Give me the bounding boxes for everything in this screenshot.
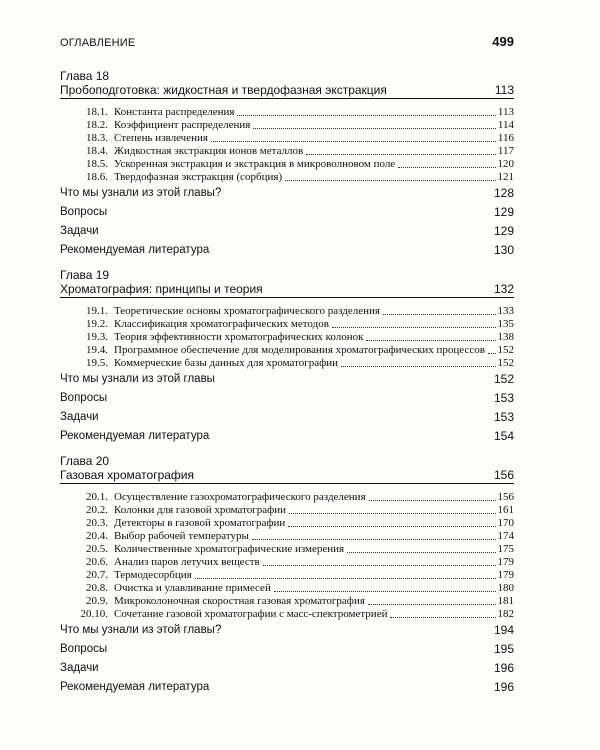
summary-title: Вопросы [60, 392, 108, 404]
section-entry [60, 357, 514, 370]
summary-title: Задачи [60, 225, 99, 237]
section-page: 121 [497, 171, 514, 183]
summary-page: 129 [493, 205, 514, 219]
section-page: 179 [497, 569, 514, 581]
section-entry [60, 158, 514, 171]
summary-entry [60, 222, 514, 241]
dot-leader [195, 578, 496, 579]
section-entry [60, 318, 514, 331]
section-number: 20.8. [86, 582, 108, 594]
summary-entry [60, 427, 514, 446]
summary-page: 194 [493, 623, 514, 637]
section-number: 19.1. [86, 305, 108, 317]
section-entry [60, 132, 514, 145]
dot-leader [252, 539, 496, 540]
section-page: 114 [497, 119, 514, 131]
section-title: Очистка и улавливание примесей [114, 582, 271, 594]
dot-leader [289, 513, 495, 514]
summary-entry [60, 370, 514, 389]
section-entry [60, 582, 514, 595]
section-number: 19.3. [86, 331, 108, 343]
section-entry [60, 344, 514, 357]
section-title: Степень извлечения [114, 132, 208, 144]
summary-page: 152 [493, 372, 514, 386]
summary-title: Вопросы [60, 643, 108, 655]
summary-page: 153 [493, 391, 514, 405]
section-page: 152 [497, 344, 514, 356]
section-entry [60, 491, 514, 504]
section-entry [60, 145, 514, 158]
summary-page: 153 [493, 410, 514, 424]
section-entry [60, 543, 514, 556]
section-number: 20.5. [86, 543, 108, 555]
summary-title: Рекомендуемая литература [60, 244, 210, 256]
summary-title: Вопросы [60, 206, 108, 218]
chapter-title-row [60, 83, 514, 99]
section-number: 20.7. [86, 569, 108, 581]
section-number: 19.2. [86, 318, 108, 330]
section-entry [60, 331, 514, 344]
dot-leader [237, 115, 495, 116]
section-title: Осуществление газохроматографического разделения [114, 491, 366, 503]
chapter-title-row [60, 468, 514, 484]
section-title: Константа распределения [114, 106, 235, 118]
section-number: 18.5. [86, 158, 108, 170]
section-number: 20.4. [86, 530, 108, 542]
section-title: Анализ паров летучих веществ [114, 556, 260, 568]
section-page: 138 [497, 331, 514, 343]
section-title: Коммерческие базы данных для хроматографии [114, 357, 339, 369]
section-number: 18.4. [86, 145, 108, 157]
dot-leader [253, 128, 496, 129]
chapter-page: 113 [494, 83, 514, 97]
dot-leader [347, 552, 495, 553]
section-number: 20.9. [86, 595, 108, 607]
summary-entry [60, 389, 514, 408]
summary-page: 128 [493, 186, 514, 200]
running-head: ОГЛАВЛЕНИЕ [60, 37, 136, 49]
summary-page: 154 [493, 429, 514, 443]
summary-title: Что мы узнали из этой главы? [60, 624, 222, 636]
section-number: 20.10. [80, 608, 108, 620]
page-header [60, 34, 514, 49]
dot-leader [288, 526, 495, 527]
section-title: Коэффициент распределения [114, 119, 251, 131]
summary-entry [60, 640, 514, 659]
dot-leader [368, 604, 496, 605]
section-title: Классификация хроматографических методов [114, 318, 329, 330]
summary-page: 129 [493, 224, 514, 238]
summary-title: Что мы узнали из этой главы [60, 373, 215, 385]
section-title: Детекторы в газовой хроматографии [114, 517, 286, 529]
section-page: 152 [497, 357, 514, 369]
section-entry [60, 556, 514, 569]
section-number: 18.3. [86, 132, 108, 144]
section-entry [60, 595, 514, 608]
summary-entry [60, 678, 514, 697]
section-title: Ускоренная экстракция и экстракция в микроволновом поле [114, 158, 396, 170]
summary-entry [60, 241, 514, 260]
dot-leader [383, 314, 496, 315]
dot-leader [274, 591, 496, 592]
chapter-title: Газовая хроматография [60, 468, 194, 482]
chapter-page: 132 [493, 282, 514, 296]
section-title: Термодесорбция [114, 569, 192, 581]
summary-title: Задачи [60, 411, 99, 423]
section-entry [60, 530, 514, 543]
dot-leader [285, 180, 495, 181]
summary-page: 196 [493, 661, 514, 675]
section-page: 170 [497, 517, 514, 529]
section-title: Теоретические основы хроматографического разделения [114, 305, 380, 317]
section-page: 161 [497, 504, 514, 516]
summary-entry [60, 659, 514, 678]
summary-entry [60, 184, 514, 203]
chapter-label: Глава 19 [60, 268, 110, 282]
section-page: 181 [497, 595, 514, 607]
section-entry [60, 171, 514, 184]
section-page: 120 [497, 158, 514, 170]
section-title: Твердофазная экстракция (сорбция) [114, 171, 283, 183]
chapter-label: Глава 18 [60, 69, 110, 83]
section-page: 179 [497, 556, 514, 568]
section-number: 20.3. [86, 517, 108, 529]
section-number: 18.2. [86, 119, 108, 131]
section-entry [60, 569, 514, 582]
chapter-label: Глава 20 [60, 454, 110, 468]
dot-leader [398, 167, 495, 168]
summary-page: 195 [493, 642, 514, 656]
section-number: 20.1. [86, 491, 108, 503]
summary-page: 130 [493, 243, 514, 257]
section-page: 116 [497, 132, 514, 144]
summary-title: Задачи [60, 662, 99, 674]
chapter-block [60, 69, 514, 260]
section-title: Сочетание газовой хроматографии с масс-спектрометрией [114, 608, 388, 620]
table-of-contents [60, 69, 514, 705]
dot-leader [366, 340, 495, 341]
section-page: 174 [497, 530, 514, 542]
section-entry [60, 119, 514, 132]
section-page: 182 [497, 608, 514, 620]
section-number: 18.6. [86, 171, 108, 183]
section-page: 175 [497, 543, 514, 555]
chapter-title-row [60, 282, 514, 298]
section-number: 19.5. [86, 357, 108, 369]
page-number: 499 [492, 34, 514, 49]
chapter-title: Пробоподготовка: жидкостная и твердофазная экстракция [60, 83, 387, 97]
dot-leader [306, 154, 496, 155]
chapter-title: Хроматография: принципы и теория [60, 282, 263, 296]
section-page: 135 [497, 318, 514, 330]
section-page: 113 [497, 106, 514, 118]
section-entry [60, 504, 514, 517]
section-entry [60, 305, 514, 318]
chapter-page: 156 [493, 468, 514, 482]
section-title: Выбор рабочей температуры [114, 530, 249, 542]
summary-title: Рекомендуемая литература [60, 430, 210, 442]
section-number: 20.6. [86, 556, 108, 568]
summary-entry [60, 203, 514, 222]
section-title: Программное обеспечение для моделирования хроматографических процессов [114, 344, 485, 356]
dot-leader [263, 565, 496, 566]
section-title: Теория эффективности хроматографических колонок [114, 331, 364, 343]
section-number: 20.2. [86, 504, 108, 516]
chapter-block [60, 454, 514, 697]
section-entry [60, 106, 514, 119]
section-page: 133 [497, 305, 514, 317]
section-title: Микроколоночная скоростная газовая хроматография [114, 595, 365, 607]
summary-page: 196 [493, 680, 514, 694]
section-page: 156 [497, 491, 514, 503]
summary-entry [60, 621, 514, 640]
dot-leader [488, 353, 496, 354]
summary-title: Рекомендуемая литература [60, 681, 210, 693]
summary-entry [60, 408, 514, 427]
section-title: Колонки для газовой хроматографии [114, 504, 287, 516]
section-entry [60, 608, 514, 621]
section-number: 18.1. [86, 106, 108, 118]
section-title: Количественные хроматографические измерения [114, 543, 345, 555]
section-entry [60, 517, 514, 530]
dot-leader [211, 141, 496, 142]
dot-leader [341, 366, 495, 367]
summary-title: Что мы узнали из этой главы? [60, 187, 222, 199]
section-number: 19.4. [86, 344, 108, 356]
section-title: Жидкостная экстракция ионов металлов [114, 145, 304, 157]
chapter-block [60, 268, 514, 446]
dot-leader [369, 500, 496, 501]
dot-leader [332, 327, 496, 328]
section-page: 180 [497, 582, 514, 594]
dot-leader [390, 617, 495, 618]
section-page: 117 [497, 145, 514, 157]
